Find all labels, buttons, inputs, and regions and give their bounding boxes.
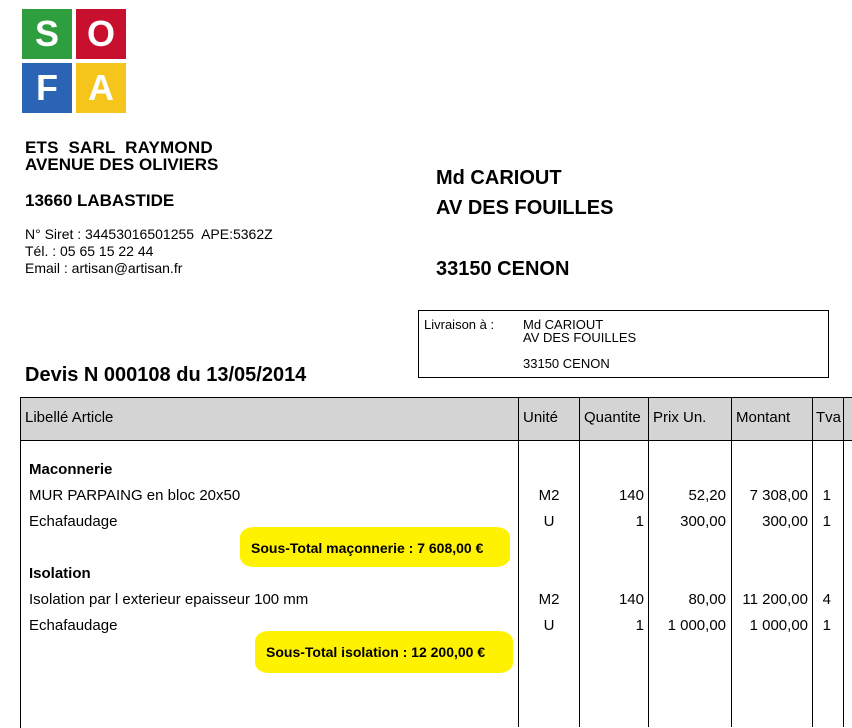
row-amount: 7 308,00 bbox=[749, 487, 808, 504]
delivery-street: AV DES FOUILLES bbox=[523, 330, 637, 345]
column-divider bbox=[731, 397, 732, 727]
row-label: Echafaudage bbox=[29, 513, 118, 530]
row-quantity: 140 bbox=[618, 487, 644, 504]
sofa-logo bbox=[22, 9, 126, 113]
col-header-unit: Unité bbox=[523, 409, 559, 426]
col-header-quantity: Quantite bbox=[584, 409, 641, 426]
row-unit: M2 bbox=[538, 591, 560, 608]
row-unit-price: 52,20 bbox=[688, 487, 726, 504]
row-unit-price: 80,00 bbox=[688, 591, 726, 608]
client-name: Md CARIOUT bbox=[436, 167, 562, 189]
client-street: AV DES FOUILLES bbox=[436, 197, 614, 219]
column-divider bbox=[518, 397, 519, 727]
row-unit-price: 1 000,00 bbox=[667, 617, 726, 634]
row-tva: 1 bbox=[822, 617, 831, 634]
row-label: Isolation par l exterieur epaisseur 100 mm bbox=[29, 591, 309, 608]
sender-email: Email : artisan@artisan.fr bbox=[25, 260, 183, 276]
client-city: 33150 CENON bbox=[436, 258, 570, 280]
row-amount: 1 000,00 bbox=[749, 617, 808, 634]
sender-street: AVENUE DES OLIVIERS bbox=[25, 155, 219, 174]
row-tva: 4 bbox=[822, 591, 831, 608]
row-label: Echafaudage bbox=[29, 617, 118, 634]
row-quantity: 1 bbox=[635, 617, 644, 634]
row-unit: M2 bbox=[538, 487, 560, 504]
logo-tile-s: S bbox=[22, 9, 72, 59]
section-title: Maconnerie bbox=[29, 461, 113, 478]
sender-siret: N° Siret : 34453016501255 APE:5362Z bbox=[25, 226, 273, 242]
row-tva: 1 bbox=[822, 513, 831, 530]
section-title: Isolation bbox=[29, 565, 91, 582]
row-quantity: 1 bbox=[635, 513, 644, 530]
logo-tile-f: F bbox=[22, 63, 72, 113]
sender-name: ETS SARL RAYMOND bbox=[25, 138, 213, 157]
delivery-city: 33150 CENON bbox=[523, 356, 610, 371]
col-header-amount: Montant bbox=[736, 409, 791, 426]
col-header-tva: Tva bbox=[816, 409, 842, 426]
delivery-label: Livraison à : bbox=[424, 317, 495, 332]
row-unit-price: 300,00 bbox=[680, 513, 726, 530]
sender-phone: Tél. : 05 65 15 22 44 bbox=[25, 243, 154, 259]
col-header-label: Libellé Article bbox=[25, 409, 114, 426]
column-divider bbox=[843, 397, 844, 727]
table-header bbox=[21, 398, 852, 441]
row-tva: 1 bbox=[822, 487, 831, 504]
row-quantity: 140 bbox=[618, 591, 644, 608]
sender-city: 13660 LABASTIDE bbox=[25, 191, 175, 210]
row-amount: 11 200,00 bbox=[742, 591, 808, 608]
delivery-name: Md CARIOUT bbox=[523, 317, 604, 332]
row-amount: 300,00 bbox=[762, 513, 808, 530]
row-label: MUR PARPAING en bloc 20x50 bbox=[29, 487, 241, 504]
logo-tile-a: A bbox=[76, 63, 126, 113]
subtotal-masonry: Sous-Total maçonnerie : 7 608,00 € bbox=[251, 540, 484, 556]
column-divider bbox=[648, 397, 649, 727]
column-divider bbox=[812, 397, 813, 727]
col-header-unit-price: Prix Un. bbox=[653, 409, 707, 426]
row-unit: U bbox=[543, 617, 555, 634]
quote-title: Devis N 000108 du 13/05/2014 bbox=[25, 364, 307, 386]
column-divider bbox=[579, 397, 580, 727]
subtotal-insulation: Sous-Total isolation : 12 200,00 € bbox=[266, 644, 486, 660]
row-unit: U bbox=[543, 513, 555, 530]
logo-tile-o: O bbox=[76, 9, 126, 59]
